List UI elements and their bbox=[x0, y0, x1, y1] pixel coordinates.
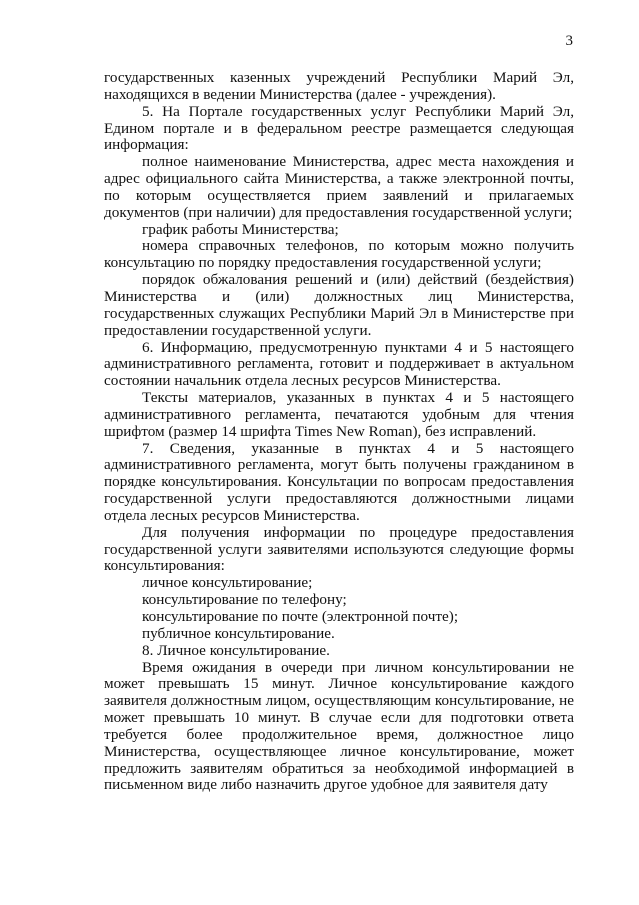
paragraph: 7. Сведения, указанные в пунктах 4 и 5 настоящего административного регламента, могут быть получены гражданином в порядке консультирования. Консультации по вопросам предоставления государственной услуги предоставляются должностными лицами отдела лесных ресурсов Министерства. bbox=[104, 439, 574, 524]
paragraph: график работы Министерства; bbox=[142, 220, 339, 238]
document-body bbox=[104, 70, 574, 794]
paragraph: Тексты материалов, указанных в пунктах 4 и 5 настоящего административного регламента, печатаются удобным для чтения шрифтом (размер 14 шрифта Times New Roman), без исправлений. bbox=[104, 389, 574, 440]
paragraph: порядок обжалования решений и (или) действий (бездействия) Министерства и (или) должностных лиц Министерства, государственных служащих Республики Марий Эл в Министерстве при предоставлении государственной услуги. bbox=[104, 271, 574, 339]
list-item: консультирование по телефону; bbox=[142, 591, 347, 609]
paragraph: 5. На Портале государственных услуг Республики Марий Эл, Едином портале и в федеральном реестре размещается следующая информация: bbox=[104, 102, 574, 154]
page-number: 3 bbox=[565, 33, 573, 49]
list-item: консультирование по почте (электронной почте); bbox=[142, 608, 459, 625]
paragraph: 6. Информацию, предусмотренную пунктами 4 и 5 настоящего административного регламента, готовит и поддерживает в актуальном состоянии начальник отдела лесных ресурсов Министерства. bbox=[104, 338, 574, 390]
paragraph: Время ожидания в очереди при личном консультировании не может превышать 15 минут. Личное консультирование каждого заявителя должностным лицом, осуществляющим консультирование, не может превышать 10 минут. В случае если для подготовки ответа требуется более продолжительное время, должностное лицо Министерства, осуществляющее личное консультирование, может предложить заявителям обратиться за необходимой информацией в письменном виде либо назначить другое удобное для заявителя дату bbox=[104, 658, 574, 794]
paragraph: полное наименование Министерства, адрес места нахождения и адрес официального сайта Министерства, а также электронной почты, по которым осуществляется прием заявлений и прилагаемых документов (при наличии) для предоставления государственной услуги; bbox=[104, 153, 574, 221]
paragraph: Для получения информации по процедуре предоставления государственной услуги заявителями используются следующие формы консультирования: bbox=[104, 523, 574, 575]
list-item: публичное консультирование. bbox=[142, 624, 335, 642]
list-item: личное консультирование; bbox=[142, 574, 313, 592]
paragraph: номера справочных телефонов, по которым можно получить консультацию по порядку предоставления государственной услуги; bbox=[104, 237, 574, 272]
paragraph: государственных казенных учреждений Республики Марий Эл, находящихся в ведении Министерства (далее - учреждения). bbox=[104, 69, 574, 103]
section-heading: 8. Личное консультирование. bbox=[142, 641, 330, 659]
